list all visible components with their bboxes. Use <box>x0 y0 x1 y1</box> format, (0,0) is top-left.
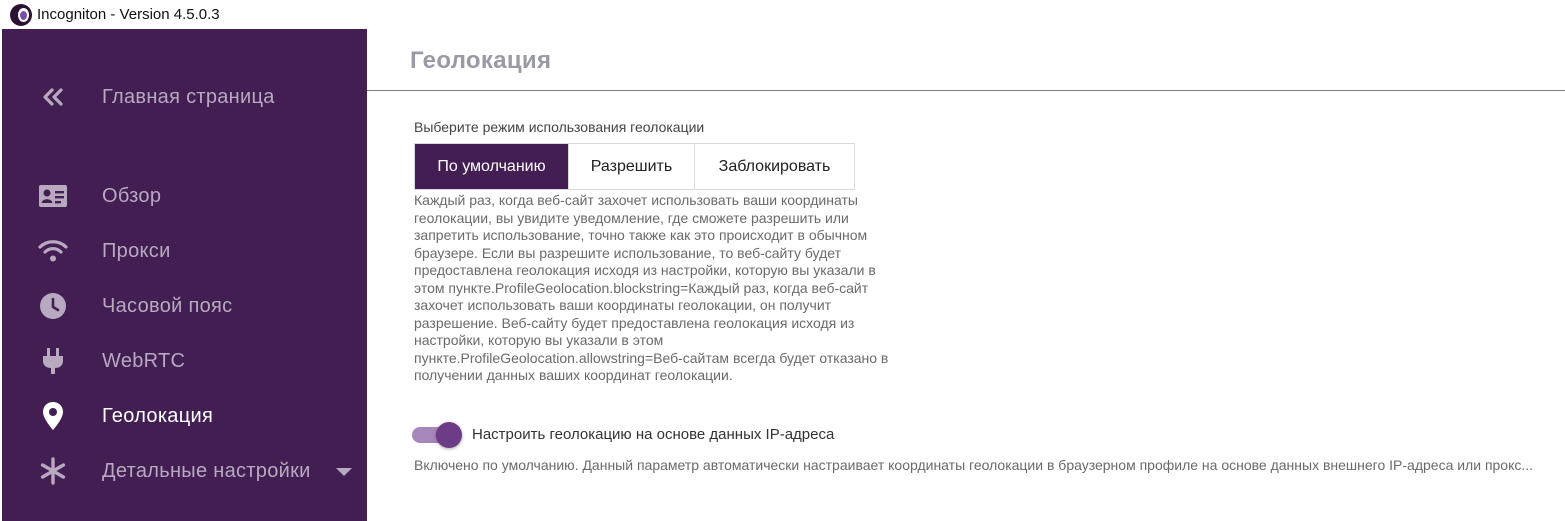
id-card-icon <box>38 181 68 211</box>
sidebar-item-webrtc[interactable] <box>2 336 367 386</box>
sidebar <box>2 29 367 521</box>
sidebar-item-label: Часовой пояс <box>102 294 233 317</box>
sidebar-item-label: Прокси <box>102 239 171 262</box>
sidebar-item-label: Детальные настройки <box>102 459 311 482</box>
ip-geolocation-toggle[interactable] <box>412 422 464 448</box>
geolocation-mode-selector <box>414 143 855 190</box>
main-content <box>367 29 1565 521</box>
sidebar-item-overview[interactable] <box>2 171 367 221</box>
sidebar-item-home[interactable] <box>2 72 367 122</box>
mode-default-button[interactable]: По умолчанию <box>415 144 569 189</box>
page-title: Геолокация <box>410 47 552 74</box>
mode-block-button[interactable]: Заблокировать <box>695 144 854 189</box>
ip-geolocation-toggle-label: Настроить геолокацию на основе данных IP-адреса <box>472 426 835 443</box>
mode-allow-button[interactable]: Разрешить <box>569 144 695 189</box>
incogniton-logo-icon <box>10 4 32 26</box>
title-divider <box>367 90 1565 91</box>
asterisk-icon <box>38 456 68 486</box>
title-bar <box>0 0 1565 29</box>
mode-label: Выберите режим использования геолокации <box>414 119 705 135</box>
double-chevron-left-icon <box>38 82 68 112</box>
map-pin-icon <box>38 401 68 431</box>
clock-icon <box>38 291 68 321</box>
sidebar-item-label: Главная страница <box>102 85 275 108</box>
sidebar-item-label: Геолокация <box>102 404 214 427</box>
sidebar-item-geolocation[interactable] <box>2 391 367 441</box>
sidebar-item-label: WebRTC <box>102 349 186 372</box>
sidebar-item-advanced-settings[interactable] <box>2 446 367 496</box>
ip-geolocation-hint: Включено по умолчанию. Данный параметр автоматически настраивает координаты геолокации в браузерном профиле на основе данных внешнего IP-адреса или прокс... <box>414 457 1534 473</box>
sidebar-item-label: Обзор <box>102 184 162 207</box>
mode-description: Каждый раз, когда веб-сайт захочет использовать ваши координаты геолокации, вы увидите уведомление, где сможете разрешить или запретить использование, точно также как это происходит в обычном браузере. Если вы разрешите использование, то веб-сайту будет предоставлена геолокация исходя из настройки, которую вы указали в этом пункте.ProfileGeolocation.blockstring=Каждый раз, когда веб-сайт захочет использовать ваши координаты геолокации, он получит разрешение. Веб-сайту будет предоставлена геолокация исходя из настройки, которую вы указали в этом пункте.ProfileGeolocation.allowstring=Веб-сайтам всегда будет отказано в получении данных ваших координат геолокации. <box>414 192 889 383</box>
sidebar-item-timezone[interactable] <box>2 281 367 331</box>
toggle-thumb <box>436 422 462 448</box>
sidebar-item-proxy[interactable] <box>2 226 367 276</box>
plug-icon <box>38 346 68 376</box>
window-title: Incogniton - Version 4.5.0.3 <box>37 6 220 23</box>
wifi-icon <box>38 236 68 266</box>
chevron-down-icon[interactable] <box>336 468 352 476</box>
